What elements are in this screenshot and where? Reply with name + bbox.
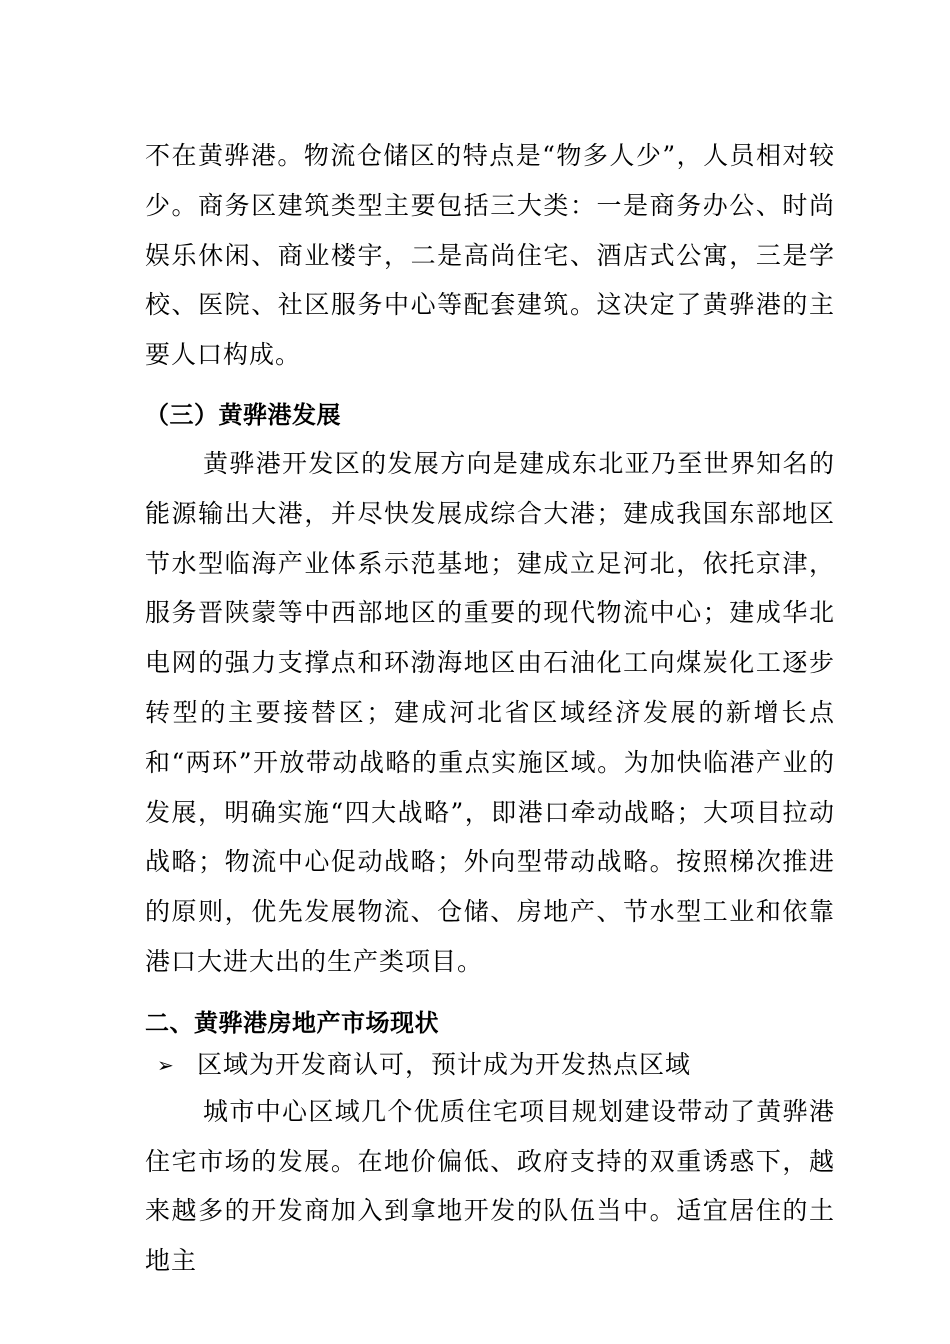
bullet-item-text: 区域为开发商认可，预计成为开发热点区域 xyxy=(197,1049,692,1079)
document-body xyxy=(145,131,835,1286)
paragraph-population: 不在黄骅港。物流仓储区的特点是“物多人少”，人员相对较少。商务区建筑类型主要包括三大类：一是商务办公、时尚娱乐休闲、商业楼宇，二是高尚住宅、酒店式公寓，三是学校、医院、社区服务中心等配套建筑。这决定了黄骅港的主要人口构成。 xyxy=(145,141,835,370)
paragraph-development: 黄骅港开发区的发展方向是建成东北亚乃至世界知名的能源输出大港，并尽快发展成综合大港；建成我国东部地区节水型临海产业体系示范基地；建成立足河北，依托京津，服务晋陕蒙等中西部地区的重要的现代物流中心；建成华北电网的强力支撑点和环渤海地区由石油化工向煤炭化工逐步转型的主要接替区；建成河北省区域经济发展的新增长点和“两环”开放带动战略的重点实施区域。为加快临港产业的发展，明确实施“四大战略”，即港口牵动战略；大项目拉动战略；物流中心促动战略；外向型带动战略。按照梯次推进的原则，优先发展物流、仓储、房地产、节水型工业和依靠港口大进大出的生产类项目。 xyxy=(145,448,835,976)
arrow-bullet-icon: ➢ xyxy=(157,1052,175,1077)
section-heading-real-estate: 二、黄骅港房地产市场现状 xyxy=(145,1008,439,1037)
paragraph-market: 城市中心区域几个优质住宅项目规划建设带动了黄骅港住宅市场的发展。在地价偏低、政府支持的双重诱惑下，越来越多的开发商加入到拿地开发的队伍当中。适宜居住的土地主 xyxy=(145,1096,835,1276)
section-heading-development: （三）黄骅港发展 xyxy=(145,400,341,429)
bullet-item xyxy=(145,1047,835,1083)
